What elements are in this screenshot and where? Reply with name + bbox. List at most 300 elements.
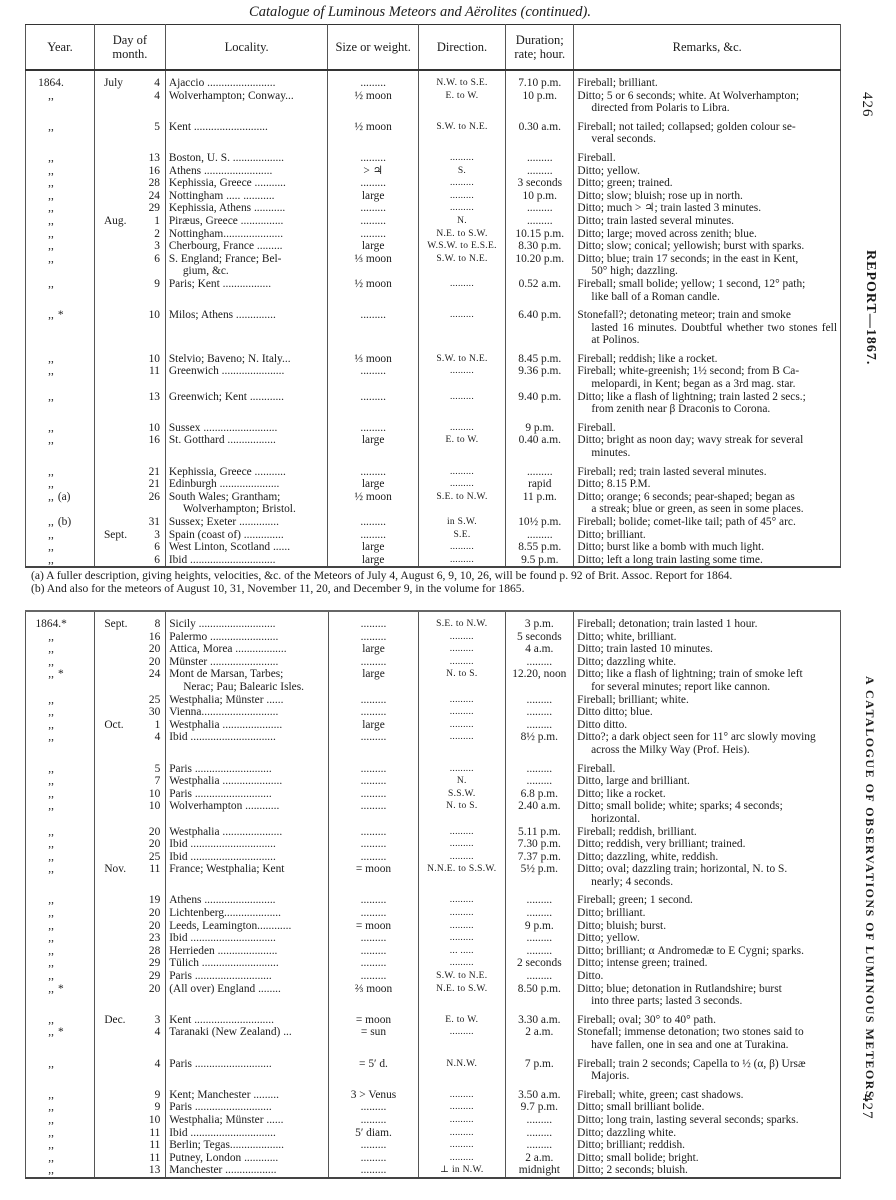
year-value: ,, [48, 693, 54, 706]
locality: Manchester .................. [169, 1164, 277, 1177]
cell-year [26, 863, 95, 888]
year-value: ,, [48, 478, 54, 491]
table-row [26, 957, 841, 970]
year-value: ,, [48, 516, 54, 528]
cell-year [26, 303, 95, 347]
cell-day [95, 775, 166, 788]
cell-year [26, 851, 95, 864]
cell-size: ......... [328, 1114, 418, 1127]
cell-day [94, 146, 165, 165]
year-value: ,, [48, 352, 54, 365]
table-row [26, 775, 841, 788]
day-number: 10 [148, 1113, 161, 1126]
remarks: Ditto; much > ♃; train lasted 3 minutes. [577, 202, 762, 215]
locality: Paris ........................... [169, 787, 272, 800]
year-value: ,, [48, 465, 54, 478]
remarks: Ditto; white, brilliant. [577, 630, 677, 643]
cell-direction: ......... [419, 706, 505, 719]
remarks: Ditto; bright as noon day; wavy streak for several [577, 434, 804, 447]
remarks: Ditto; slow; conical; yellowish; burst with sparks. [577, 240, 805, 253]
cell-day [95, 706, 166, 719]
day-number: 10 [148, 309, 160, 322]
cell-locality [166, 611, 329, 631]
table-row [26, 757, 841, 776]
table-row [26, 932, 841, 945]
table-row [26, 70, 841, 90]
cell-year [26, 1139, 95, 1152]
cell-year [26, 643, 95, 656]
cell-duration: 9 p.m. [505, 920, 574, 933]
cell-remarks [574, 391, 841, 416]
locality: (All over) England ........ [169, 982, 281, 995]
cell-locality [165, 391, 328, 416]
locality: Kephissia, Greece ........... [168, 465, 286, 478]
cell-year [26, 115, 95, 146]
cell-direction: N.E. to S.W. [419, 983, 505, 1008]
table-row [26, 434, 841, 459]
locality: Tülich ........................... [169, 957, 279, 970]
cell-day [95, 1152, 166, 1165]
cell-year [26, 800, 95, 825]
cell-direction: N. [418, 215, 505, 228]
cell-remarks [574, 416, 841, 435]
cell-locality [166, 643, 329, 656]
year-value: ,, [48, 838, 54, 851]
remarks-continued: minutes. [591, 447, 631, 460]
cell-day [95, 1083, 166, 1102]
cell-year [26, 146, 95, 165]
day-number: 25 [148, 850, 161, 863]
cell-size: ......... [328, 775, 418, 788]
cell-direction: ......... [418, 177, 505, 190]
locality: Greenwich; Kent ............ [168, 390, 284, 403]
cell-size: ......... [328, 202, 418, 215]
cell-day [95, 631, 166, 644]
cell-size: ⅔ moon [328, 983, 418, 1008]
cell-remarks [574, 863, 841, 888]
cell-day [95, 1127, 166, 1140]
remarks: Ditto; like a flash of lightning; train of smoke left [577, 668, 803, 681]
cell-direction: ......... [419, 694, 505, 707]
locality: Kephissia, Greece ........... [168, 177, 286, 190]
day-number: 29 [148, 970, 161, 983]
cell-remarks [574, 838, 841, 851]
remarks: Ditto; yellow. [577, 932, 640, 945]
cell-duration: ......... [505, 932, 574, 945]
table-row [26, 643, 841, 656]
year-value: ,, [48, 706, 54, 719]
remarks: Fireball; red; train lasted several minutes. [577, 465, 767, 478]
month: Sept. [103, 528, 128, 541]
cell-year [26, 970, 95, 983]
cell-locality [165, 541, 328, 554]
cell-size: ......... [328, 177, 418, 190]
cell-year [26, 541, 95, 554]
day-number: 2 [154, 227, 160, 240]
cell-size: = moon [328, 1008, 418, 1027]
cell-locality [166, 656, 329, 669]
side-running-head-report: REPORT—1867. [863, 250, 878, 366]
day-number: 9 [154, 1101, 161, 1114]
cell-size: ......... [328, 851, 418, 864]
cell-remarks [574, 888, 841, 907]
year-value: ,, [48, 1164, 54, 1177]
meteor-table-page-427 [25, 610, 841, 1179]
cell-size: ......... [328, 907, 418, 920]
cell-locality [165, 303, 328, 347]
cell-locality [166, 932, 329, 945]
cell-locality [166, 775, 329, 788]
day-number: 4 [154, 89, 160, 102]
cell-locality [166, 731, 329, 756]
locality: Cherbourg, France ......... [168, 240, 283, 253]
cell-size: ......... [328, 228, 418, 241]
year-value: ,, [48, 227, 54, 240]
year-value: ,, [48, 490, 54, 503]
cell-locality [165, 434, 328, 459]
locality: Nottingham ..... ........... [168, 189, 275, 202]
cell-direction: E. to W. [418, 434, 505, 459]
day-number: 5 [154, 120, 160, 133]
cell-duration: 4 a.m. [505, 643, 574, 656]
remarks-continued: 50° high; dazzling. [591, 265, 678, 278]
cell-year [26, 391, 95, 416]
cell-direction: ......... [419, 907, 505, 920]
cell-direction: ......... [419, 920, 505, 933]
cell-remarks [574, 165, 841, 178]
locality: Paris; Kent ................. [168, 277, 272, 290]
cell-remarks [574, 1139, 841, 1152]
locality: S. England; France; Bel- [168, 252, 282, 265]
table-row [26, 851, 841, 864]
day-number: 1 [154, 214, 160, 227]
remarks: Ditto?; a dark object seen for 11° arc slowly moving [577, 731, 816, 744]
day-number: 11 [148, 365, 160, 378]
cell-size: ......... [328, 826, 418, 839]
remarks: Fireball; oval; 30° to 40° path. [577, 1013, 716, 1026]
cell-duration: 12.20, noon [505, 668, 574, 693]
cell-year [26, 932, 95, 945]
remarks: Fireball; brilliant; white. [577, 693, 689, 706]
cell-remarks [574, 554, 841, 568]
locality: Sussex; Exeter .............. [168, 516, 279, 528]
remarks-continued: have fallen, one in sea and one at Turakina. [591, 1039, 789, 1051]
year-value: ,, [48, 421, 54, 434]
locality: Putney, London ............ [169, 1151, 279, 1164]
cell-duration: 9.5 p.m. [506, 554, 574, 568]
cell-direction: S.S.W. [419, 788, 505, 801]
cell-locality [165, 460, 328, 479]
year-value: ,, [48, 151, 54, 164]
cell-locality [165, 177, 328, 190]
year-value: ,, [48, 528, 54, 541]
col-header-day: Day of month. [94, 25, 165, 71]
month: Nov. [104, 863, 127, 876]
cell-remarks [574, 240, 841, 253]
cell-remarks [574, 920, 841, 933]
table-row [26, 529, 841, 542]
cell-day [95, 1052, 166, 1083]
day-number: 11 [149, 1151, 161, 1164]
day-number: 31 [148, 516, 160, 528]
cell-year [26, 920, 95, 933]
cell-year [26, 1164, 95, 1178]
cell-duration: 7 p.m. [505, 1052, 574, 1083]
cell-day [95, 907, 166, 920]
year-value: ,, [48, 1126, 54, 1139]
cell-year [26, 202, 95, 215]
cell-size: ......... [328, 215, 418, 228]
cell-day [95, 668, 166, 693]
year-value: ,, [48, 309, 54, 322]
day-number: 1 [154, 718, 161, 731]
cell-size: ......... [328, 838, 418, 851]
cell-direction: ......... [419, 851, 505, 864]
cell-year [26, 215, 95, 228]
cell-direction: E. to W. [419, 1008, 505, 1027]
cell-direction: N. to S. [419, 800, 505, 825]
day-number: 13 [148, 1164, 161, 1177]
cell-size: > ♃ [328, 165, 418, 178]
cell-remarks [574, 788, 841, 801]
cell-day [94, 478, 165, 491]
cell-locality [166, 907, 329, 920]
cell-duration: 10.15 p.m. [506, 228, 574, 241]
cell-locality [165, 146, 328, 165]
cell-locality [165, 202, 328, 215]
cell-duration: ......... [505, 907, 574, 920]
remarks: Ditto; brilliant. [577, 907, 646, 920]
cell-day [94, 391, 165, 416]
cell-locality [166, 788, 329, 801]
year-value: ,, [48, 800, 54, 813]
remarks: Ditto; 2 seconds; bluish. [577, 1164, 688, 1177]
cell-duration: 10.20 p.m. [506, 253, 574, 278]
cell-locality [166, 945, 329, 958]
remarks: Ditto; train lasted several minutes. [577, 214, 734, 227]
cell-remarks [574, 1127, 841, 1140]
cell-direction: S.W. to N.E. [418, 115, 505, 146]
cell-duration: 9 p.m. [506, 416, 574, 435]
cell-size: ......... [328, 970, 418, 983]
year-value: ,, [48, 1057, 54, 1070]
remarks: Fireball. [577, 762, 616, 775]
cell-duration: ......... [505, 970, 574, 983]
remarks: Ditto; long train, lasting several seconds; sparks. [577, 1113, 799, 1126]
remarks: Ditto; brilliant; α Andromedæ to E Cygni; sparks. [577, 944, 804, 957]
cell-day [94, 529, 165, 542]
cell-year [26, 516, 95, 529]
cell-locality [166, 957, 329, 970]
cell-direction: ......... [419, 838, 505, 851]
cell-direction: ......... [419, 826, 505, 839]
locality: Westphalia; Münster ...... [169, 1113, 284, 1126]
cell-size: ......... [328, 1101, 418, 1114]
cell-locality [166, 1026, 329, 1051]
cell-remarks [574, 668, 841, 693]
day-number: 3 [154, 528, 160, 541]
cell-year [26, 554, 95, 568]
day-number: 10 [148, 421, 160, 434]
cell-size: large [328, 478, 418, 491]
year-value: ,, [48, 762, 54, 775]
year-value: ,, [48, 894, 54, 907]
cell-duration: 3 p.m. [505, 611, 574, 631]
remarks: Ditto, large and brilliant. [577, 775, 690, 788]
day-number: 19 [148, 894, 161, 907]
cell-year [26, 190, 95, 203]
day-number: 11 [149, 1126, 161, 1139]
cell-direction: ......... [419, 719, 505, 732]
cell-size: ......... [328, 516, 418, 529]
locality: Athens ......................... [169, 894, 276, 907]
table-body [26, 611, 841, 1178]
cell-day [94, 253, 165, 278]
cell-size: ......... [328, 1152, 418, 1165]
cell-day [94, 228, 165, 241]
cell-locality [165, 516, 328, 529]
cell-year [26, 278, 95, 303]
cell-direction: ......... [418, 365, 505, 390]
cell-year [26, 611, 95, 631]
col-header-duration: Duration; rate; hour. [506, 25, 574, 71]
cell-remarks [574, 228, 841, 241]
cell-direction: ......... [418, 278, 505, 303]
cell-remarks [574, 643, 841, 656]
remarks: Ditto; oval; dazzling train; horizontal, N. to S. [577, 863, 788, 876]
cell-size: ⅓ moon [328, 347, 418, 366]
cell-day [95, 788, 166, 801]
cell-remarks [574, 90, 841, 115]
cell-direction: S.E. [418, 529, 505, 542]
cell-day [95, 1101, 166, 1114]
cell-duration: 2 a.m. [505, 1152, 574, 1165]
remarks-continued: like ball of a Roman candle. [591, 290, 720, 303]
day-number: 3 [154, 1013, 161, 1026]
cell-remarks [574, 775, 841, 788]
cell-size: ......... [328, 694, 418, 707]
table-row [26, 983, 841, 1008]
cell-duration: ......... [505, 945, 574, 958]
cell-locality [165, 70, 328, 90]
cell-remarks [574, 478, 841, 491]
table-row [26, 491, 841, 516]
year-value: ,, [48, 668, 54, 681]
remarks: Ditto; brilliant; reddish. [577, 1139, 686, 1152]
remarks: Ditto ditto; blue. [577, 706, 653, 719]
side-running-head-catalogue: A CATALOGUE OF OBSERVATIONS OF LUMINOUS METEORS. [863, 676, 877, 1104]
cell-year [26, 460, 95, 479]
cell-size: ½ moon [328, 278, 418, 303]
cell-duration: 5.11 p.m. [505, 826, 574, 839]
year-value: ,, [48, 390, 54, 403]
table-row [26, 391, 841, 416]
cell-duration: 10 p.m. [506, 190, 574, 203]
cell-duration: 0.52 a.m. [506, 278, 574, 303]
cell-remarks [574, 800, 841, 825]
cell-locality [166, 1052, 329, 1083]
cell-duration: 8.50 p.m. [505, 983, 574, 1008]
cell-size: large [328, 643, 418, 656]
remarks-continued: melopardi, in Kent; began as a 3rd mag. star. [591, 378, 796, 391]
month: Sept. [104, 618, 128, 630]
cell-day [94, 202, 165, 215]
cell-duration: ......... [506, 529, 574, 542]
locality: Stelvio; Baveno; N. Italy... [168, 352, 291, 365]
remarks: Ditto; yellow. [577, 164, 640, 177]
cell-year [26, 1083, 95, 1102]
remarks: Fireball; brilliant. [577, 77, 658, 89]
cell-size: ½ moon [328, 90, 418, 115]
table-row [26, 945, 841, 958]
cell-locality [165, 215, 328, 228]
cell-duration: 9.40 p.m. [506, 391, 574, 416]
cell-direction: ......... [418, 190, 505, 203]
cell-direction: W.S.W. to E.S.E. [418, 240, 505, 253]
cell-duration: 7.10 p.m. [506, 70, 574, 90]
table-row [26, 253, 841, 278]
locality: Münster ........................ [169, 655, 279, 668]
cell-locality [166, 1152, 329, 1165]
year-value: ,, [48, 89, 54, 102]
day-number: 16 [148, 630, 161, 643]
cell-remarks [574, 460, 841, 479]
locality: Sussex .......................... [168, 421, 278, 434]
cell-day [94, 115, 165, 146]
cell-size: ......... [328, 391, 418, 416]
year-value: ,, [48, 655, 54, 668]
table-row [26, 888, 841, 907]
day-number: 9 [154, 1088, 161, 1101]
cell-duration: 2 seconds [505, 957, 574, 970]
cell-duration: 10 p.m. [506, 90, 574, 115]
year-value: ,, [48, 970, 54, 983]
cell-duration: 0.30 a.m. [506, 115, 574, 146]
cell-size: ......... [328, 631, 418, 644]
table-row [26, 202, 841, 215]
year-value: ,, [48, 982, 54, 995]
remarks-continued: from zenith near β Draconis to Corona. [591, 403, 771, 416]
cell-duration: rapid [506, 478, 574, 491]
day-number: 21 [148, 465, 160, 478]
locality: Ibid .............................. [169, 850, 276, 863]
remarks-continued: Majoris. [591, 1070, 630, 1083]
locality: Paris ........................... [169, 1101, 272, 1114]
year-value: ,, [48, 787, 54, 800]
cell-day [95, 1139, 166, 1152]
cell-remarks [574, 177, 841, 190]
table-row [26, 190, 841, 203]
locality: Westphalia ..................... [169, 775, 283, 788]
locality: Wolverhampton ............ [169, 800, 280, 813]
remarks: Ditto; blue; train 17 seconds; in the east in Kent, [577, 252, 799, 265]
remarks: Ditto; dazzling white. [577, 1126, 677, 1139]
locality: Taranaki (New Zealand) ... [169, 1026, 292, 1039]
cell-remarks [574, 970, 841, 983]
cell-remarks [574, 1114, 841, 1127]
cell-locality [165, 365, 328, 390]
cell-direction: ......... [419, 1152, 505, 1165]
cell-direction: ⊥ in N.W. [419, 1164, 505, 1178]
cell-remarks [574, 347, 841, 366]
table-row [26, 1127, 841, 1140]
cell-remarks [574, 1152, 841, 1165]
cell-size: large [328, 668, 418, 693]
cell-remarks [574, 706, 841, 719]
cell-duration: 8.30 p.m. [506, 240, 574, 253]
cell-size: = moon [328, 920, 418, 933]
cell-remarks [574, 611, 841, 631]
